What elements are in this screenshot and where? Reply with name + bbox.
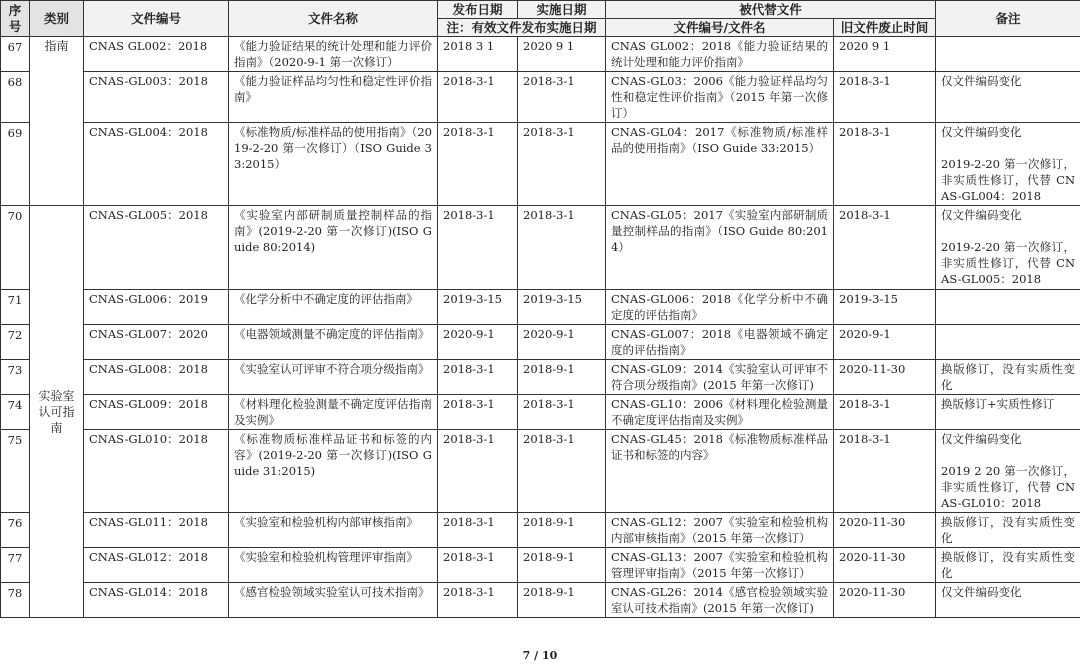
doc-no-cell: CNAS-GL008：2018 (84, 360, 229, 395)
seq-cell: 76 (1, 513, 30, 548)
table-row (1, 123, 1080, 206)
doc-name-cell: 《能力验证样品均匀性和稳定性评价指南》 (229, 72, 438, 123)
doc-name-cell: 《实验室和检验机构管理评审指南》 (229, 548, 438, 583)
publish-date-cell: 2020-9-1 (438, 325, 518, 360)
old-abolish-cell: 2020-11-30 (834, 583, 936, 618)
replaced-doc-cell: CNAS-GL12：2007《实验室和检验机构内部审核指南》（2015 年第一次修订） (606, 513, 834, 548)
seq-cell: 73 (1, 360, 30, 395)
header-replaced-no-name: 文件编号/文件名 (606, 19, 834, 37)
doc-name-cell: 《标准物质标准样品证书和标签的内容》(2019-2-20 第一次修订)(ISO Guide 31:2015) (229, 430, 438, 513)
old-abolish-cell: 2019-3-15 (834, 290, 936, 325)
header-category: 类别 (30, 1, 84, 37)
header-replaced: 被代替文件 (606, 1, 936, 19)
publish-date-cell: 2018-3-1 (438, 206, 518, 290)
header-publish-date: 发布日期 (438, 1, 518, 19)
table-row (1, 548, 1080, 583)
table-row (1, 37, 1080, 72)
old-abolish-cell: 2020-11-30 (834, 360, 936, 395)
doc-no-cell: CNAS-GL009：2018 (84, 395, 229, 430)
remark-cell (936, 430, 1080, 513)
table-row (1, 206, 1080, 290)
old-abolish-cell: 2020-9-1 (834, 325, 936, 360)
replaced-doc-cell: CNAS-GL09：2014《实验室认可评审不符合项分级指南》(2015 年第一次修订) (606, 360, 834, 395)
impl-date-cell: 2020 9 1 (518, 37, 606, 72)
replaced-doc-cell: CNAS-GL04：2017《标准物质/标准样品的使用指南》（ISO Guide 33:2015） (606, 123, 834, 206)
remark-text: 换版修订，没有实质性变化 (941, 550, 1076, 580)
replaced-doc-cell: CNAS-GL10：2006《材料理化检验测量不确定度评估指南及实例》 (606, 395, 834, 430)
seq-cell: 70 (1, 206, 30, 290)
remark-text: 仅文件编码变化 (941, 74, 1022, 88)
replaced-doc-cell: CNAS-GL006：2018《化学分析中不确定度的评估指南》 (606, 290, 834, 325)
category-cell: 指南 (30, 37, 84, 206)
replaced-doc-cell: CNAS-GL007：2018《电器领域不确定度的评估指南》 (606, 325, 834, 360)
remark-text: 换版修订，没有实质性变化 (941, 362, 1076, 392)
remark-cell (936, 290, 1080, 325)
table-row (1, 360, 1080, 395)
impl-date-cell: 2018-3-1 (518, 206, 606, 290)
seq-cell: 72 (1, 325, 30, 360)
doc-no-cell: CNAS-GL012：2018 (84, 548, 229, 583)
old-abolish-cell: 2020-11-30 (834, 548, 936, 583)
category-cell: 实验室认可指南 (30, 206, 84, 618)
old-abolish-cell: 2018-3-1 (834, 206, 936, 290)
seq-cell: 77 (1, 548, 30, 583)
old-abolish-cell: 2020-11-30 (834, 513, 936, 548)
impl-date-cell: 2019-3-15 (518, 290, 606, 325)
doc-name-cell: 《实验室和检验机构内部审核指南》 (229, 513, 438, 548)
impl-date-cell: 2018-3-1 (518, 123, 606, 206)
header-note: 注：有效文件发布实施日期 (438, 19, 606, 37)
remark-cell (936, 37, 1080, 72)
doc-name-cell: 《实验室认可评审不符合项分级指南》 (229, 360, 438, 395)
table-row (1, 72, 1080, 123)
doc-no-cell: CNAS GL002：2018 (84, 37, 229, 72)
old-abolish-cell: 2018-3-1 (834, 123, 936, 206)
seq-cell: 74 (1, 395, 30, 430)
doc-no-cell: CNAS-GL014：2018 (84, 583, 229, 618)
remark-revision-text: 2019-2-20 第一次修订，非实质性修订，代替 CNAS-GL005：2018 (941, 240, 1076, 286)
table-row (1, 513, 1080, 548)
header-remark: 备注 (936, 1, 1080, 37)
remark-text: 仅文件编码变化 (941, 125, 1022, 139)
publish-date-cell: 2018-3-1 (438, 430, 518, 513)
header-doc-name: 文件名称 (229, 1, 438, 37)
remark-cell (936, 206, 1080, 290)
remark-cell (936, 513, 1080, 548)
old-abolish-cell: 2018-3-1 (834, 72, 936, 123)
replaced-doc-cell: CNAS-GL13：2007《实验室和检验机构管理评审指南》（2015 年第一次修订） (606, 548, 834, 583)
doc-no-cell: CNAS-GL007：2020 (84, 325, 229, 360)
page-number: 7 / 10 (522, 649, 558, 662)
table-row (1, 395, 1080, 430)
remark-text: 换版修订+实质性修订 (941, 397, 1055, 411)
remark-revision-text: 2019-2-20 第一次修订，非实质性修订，代替 CNAS-GL004：2018 (941, 157, 1076, 203)
replaced-doc-cell: CNAS-GL03：2006《能力验证样品均匀性和稳定性评价指南》（2015 年第一次修订） (606, 72, 834, 123)
publish-date-cell: 2018-3-1 (438, 583, 518, 618)
doc-name-cell: 《材料理化检验测量不确定度评估指南及实例》 (229, 395, 438, 430)
table-row (1, 430, 1080, 513)
doc-no-cell: CNAS-GL003：2018 (84, 72, 229, 123)
publish-date-cell: 2018-3-1 (438, 72, 518, 123)
remark-text: 仅文件编码变化 (941, 432, 1022, 446)
table-row (1, 583, 1080, 618)
doc-no-cell: CNAS-GL004：2018 (84, 123, 229, 206)
publish-date-cell: 2019-3-15 (438, 290, 518, 325)
table-row (1, 325, 1080, 360)
impl-date-cell: 2020-9-1 (518, 325, 606, 360)
seq-cell: 67 (1, 37, 30, 72)
old-abolish-cell: 2018-3-1 (834, 430, 936, 513)
publish-date-cell: 2018-3-1 (438, 548, 518, 583)
doc-name-cell: 《标准物质/标准样品的使用指南》（2019-2-20 第一次修订）（ISO Guide 33:2015） (229, 123, 438, 206)
impl-date-cell: 2018-9-1 (518, 583, 606, 618)
remark-cell (936, 123, 1080, 206)
impl-date-cell: 2018-9-1 (518, 360, 606, 395)
impl-date-cell: 2018-9-1 (518, 513, 606, 548)
header-old-abolish: 旧文件废止时间 (834, 19, 936, 37)
remark-text: 仅文件编码变化 (941, 585, 1022, 599)
seq-cell: 69 (1, 123, 30, 206)
remark-cell (936, 395, 1080, 430)
impl-date-cell: 2018-3-1 (518, 72, 606, 123)
impl-date-cell: 2018-3-1 (518, 395, 606, 430)
doc-name-cell: 《能力验证结果的统计处理和能力评价指南》（2020-9-1 第一次修订） (229, 37, 438, 72)
header-seq: 序号 (1, 1, 30, 37)
publish-date-cell: 2018-3-1 (438, 123, 518, 206)
publish-date-cell: 2018-3-1 (438, 360, 518, 395)
remark-text: 换版修订，没有实质性变化 (941, 515, 1076, 545)
remark-text: 仅文件编码变化 (941, 208, 1022, 222)
table-body (1, 37, 1080, 618)
impl-date-cell: 2018-9-1 (518, 548, 606, 583)
remark-cell (936, 72, 1080, 123)
seq-cell: 71 (1, 290, 30, 325)
doc-no-cell: CNAS-GL006：2019 (84, 290, 229, 325)
table-row (1, 290, 1080, 325)
replaced-doc-cell: CNAS GL002：2018《能力验证结果的统计处理和能力评价指南》 (606, 37, 834, 72)
doc-name-cell: 《感官检验领域实验室认可技术指南》 (229, 583, 438, 618)
header-doc-no: 文件编号 (84, 1, 229, 37)
doc-no-cell: CNAS-GL005：2018 (84, 206, 229, 290)
remark-revision-text: 2019 2 20 第一次修订，非实质性修订，代替 CNAS-GL010：2018 (941, 464, 1076, 510)
doc-name-cell: 《电器领域测量不确定度的评估指南》 (229, 325, 438, 360)
seq-cell: 78 (1, 583, 30, 618)
doc-no-cell: CNAS-GL011：2018 (84, 513, 229, 548)
doc-name-cell: 《实验室内部研制质量控制样品的指南》(2019-2-20 第一次修订)(ISO Guide 80:2014) (229, 206, 438, 290)
doc-no-cell: CNAS-GL010：2018 (84, 430, 229, 513)
remark-cell (936, 583, 1080, 618)
replaced-doc-cell: CNAS-GL26：2014《感官检验领域实验室认可技术指南》(2015 年第一次修订) (606, 583, 834, 618)
publish-date-cell: 2018 3 1 (438, 37, 518, 72)
old-abolish-cell: 2020 9 1 (834, 37, 936, 72)
publish-date-cell: 2018-3-1 (438, 395, 518, 430)
remark-cell (936, 360, 1080, 395)
doc-name-cell: 《化学分析中不确定度的评估指南》 (229, 290, 438, 325)
replaced-doc-cell: CNAS-GL45：2018《标准物质标准样品证书和标签的内容》 (606, 430, 834, 513)
remark-cell (936, 548, 1080, 583)
header-impl-date: 实施日期 (518, 1, 606, 19)
publish-date-cell: 2018-3-1 (438, 513, 518, 548)
seq-cell: 68 (1, 72, 30, 123)
old-abolish-cell: 2018-3-1 (834, 395, 936, 430)
replaced-doc-cell: CNAS-GL05：2017《实验室内部研制质量控制样品的指南》（ISO Guide 80:2014） (606, 206, 834, 290)
remark-cell (936, 325, 1080, 360)
seq-cell: 75 (1, 430, 30, 513)
impl-date-cell: 2018-3-1 (518, 430, 606, 513)
